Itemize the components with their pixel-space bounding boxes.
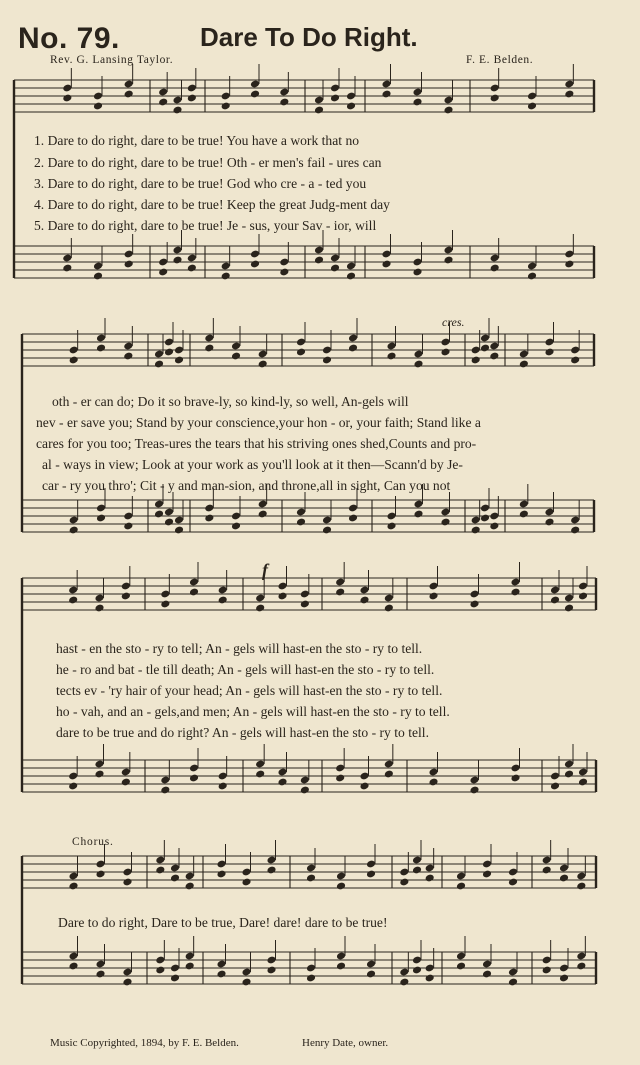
crescendo-marking: cres. (442, 315, 465, 329)
forte-marking: f (262, 560, 268, 580)
verse-line: 1. Dare to do right, dare to be true! You have a work that no (34, 133, 360, 148)
verse-line: hast - en the sto - ry to tell; An - gels will hast-en the sto - ry to tell. (56, 641, 423, 656)
verse-line: Dare to do right, Dare to be true, Dare! dare! dare to be true! (58, 915, 388, 930)
verse-line: 2. Dare to do right, dare to be true! Oth - er men's fail - ures can (34, 155, 382, 170)
verse-line: cares for you too; Treas-ures the tears that his striving ones shed,Counts and pro- (36, 436, 477, 451)
verse-line: 3. Dare to do right, dare to be true! God who cre - a - ted you (34, 176, 367, 191)
composer-credit: F. E. Belden. (466, 54, 534, 66)
verse-line: 5. Dare to do right, dare to be true! Je - sus, your Sav - ior, will (34, 218, 377, 233)
verse-line: dare to be true and do right? An - gels will hast-en the sto - ry to tell. (56, 725, 429, 740)
verse-line: ho - vah, and an - gels,and men; An - gels will hast-en the sto - ry to tell. (56, 704, 450, 719)
hymn-title: Dare To Do Right. (200, 22, 418, 52)
chorus-label: Chorus. (72, 836, 114, 848)
verse-line: car - ry you thro'; Cit - y and man-sion, and throne,all in sight, Can you not (42, 478, 451, 493)
verse-line: al - ways in view; Look at your work as you'll look at it then—Scann'd by Je- (42, 457, 463, 472)
verse-line: he - ro and bat - tle till death; An - gels will hast-en the sto - ry to tell. (56, 662, 435, 677)
verse-line: tects ev - 'ry hair of your head; An - gels will hast-en the sto - ry to tell. (56, 683, 443, 698)
owner-notice: Henry Date, owner. (302, 1037, 389, 1049)
verse-line: 4. Dare to do right, dare to be true! Keep the great Judg-ment day (34, 197, 390, 212)
lyricist-credit: Rev. G. Lansing Taylor. (50, 54, 174, 66)
verse-line: nev - er save you; Stand by your conscience,your hon - or, your faith; Stand like a (36, 415, 481, 430)
copyright-notice: Music Copyrighted, 1894, by F. E. Belden. (50, 1037, 239, 1049)
hymn-number: No. 79. (18, 22, 120, 55)
verse-line: oth - er can do; Do it so brave-ly, so kind-ly, so well, An-gels will (52, 394, 409, 409)
